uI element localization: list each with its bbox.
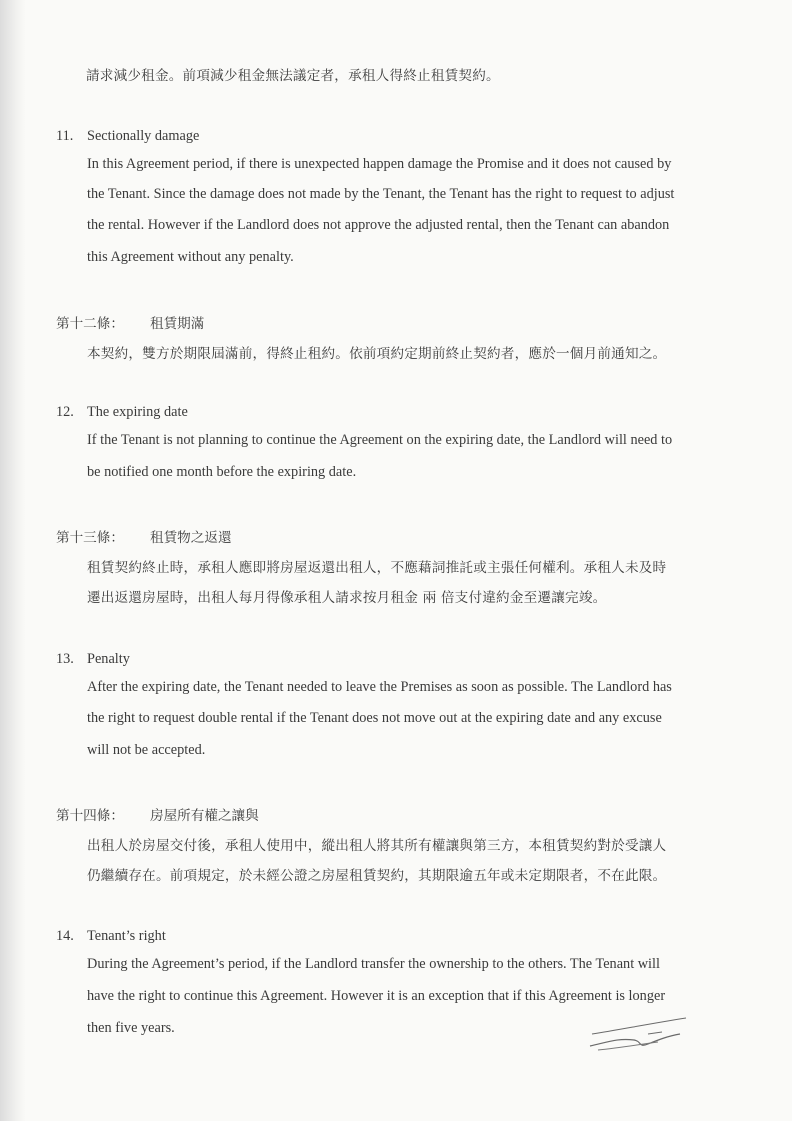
article-14-line-1: 出租人於房屋交付後，承租人使用中，縱出租人將其所有權讓與第三方，本租賃契約對於受讓人 [87, 838, 667, 854]
section-14-line-1: During the Agreement’s period, if the Landlord transfer the ownership to the others. The Tenant will [87, 956, 660, 972]
section-11-line-1: In this Agreement period, if there is unexpected happen damage the Promise and it does not caused by [87, 156, 672, 172]
article-12-title: 租賃期滿 [150, 316, 205, 332]
article-14-number: 第十四條： [56, 808, 124, 824]
scan-edge-shadow [0, 0, 26, 1121]
section-11-line-2: the Tenant. Since the damage does not made by the Tenant, the Tenant has the right to request to adjust [87, 186, 675, 202]
article-12-number: 第十二條： [56, 316, 124, 332]
intro-line: 請求減少租金。前項減少租金無法議定者，承租人得終止租賃契約。 [86, 68, 500, 84]
section-11-title: Sectionally damage [87, 128, 200, 144]
section-14-number: 14. [56, 928, 74, 944]
section-12-line-1: If the Tenant is not planning to continue the Agreement on the expiring date, the Landlord will need to [87, 432, 673, 448]
article-12-line-1: 本契約，雙方於期限屆滿前，得終止租約。依前項約定期前終止契約者，應於一個月前通知之。 [87, 346, 667, 362]
article-13-number: 第十三條： [56, 530, 124, 546]
signature-icon [588, 1012, 698, 1062]
section-11-line-4: this Agreement without any penalty. [87, 249, 294, 265]
section-11-line-3: the rental. However if the Landlord does not approve the adjusted rental, then the Tenant can abandon [87, 217, 670, 233]
article-13-title: 租賃物之返還 [150, 530, 232, 546]
section-12-number: 12. [56, 404, 74, 420]
section-11-number: 11. [56, 128, 74, 144]
article-13-line-2: 遷出返還房屋時，出租人每月得像承租人請求按月租金 兩 倍支付違約金至遷讓完竣。 [87, 590, 607, 606]
section-14-title: Tenant’s right [87, 928, 166, 944]
article-14-title: 房屋所有權之讓與 [150, 808, 259, 824]
article-13-line-1: 租賃契約終止時，承租人應即將房屋返還出租人，不應藉詞推託或主張任何權利。承租人未及時 [87, 560, 667, 576]
section-12-line-2: be notified one month before the expiring date. [87, 464, 357, 480]
section-14-line-3: then five years. [87, 1020, 175, 1036]
section-13-title: Penalty [87, 651, 130, 667]
section-13-line-1: After the expiring date, the Tenant needed to leave the Premises as soon as possible. The Landlord has [87, 679, 672, 695]
section-14-line-2: have the right to continue this Agreement. However it is an exception that if this Agreement is longer [87, 988, 666, 1004]
section-13-line-3: will not be accepted. [87, 742, 206, 758]
section-12-title: The expiring date [87, 404, 188, 420]
section-13-line-2: the right to request double rental if the Tenant does not move out at the expiring date and any excuse [87, 710, 662, 726]
section-13-number: 13. [56, 651, 74, 667]
article-14-line-2: 仍繼續存在。前項規定，於未經公證之房屋租賃契約，其期限逾五年或未定期限者，不在此限。 [87, 868, 667, 884]
